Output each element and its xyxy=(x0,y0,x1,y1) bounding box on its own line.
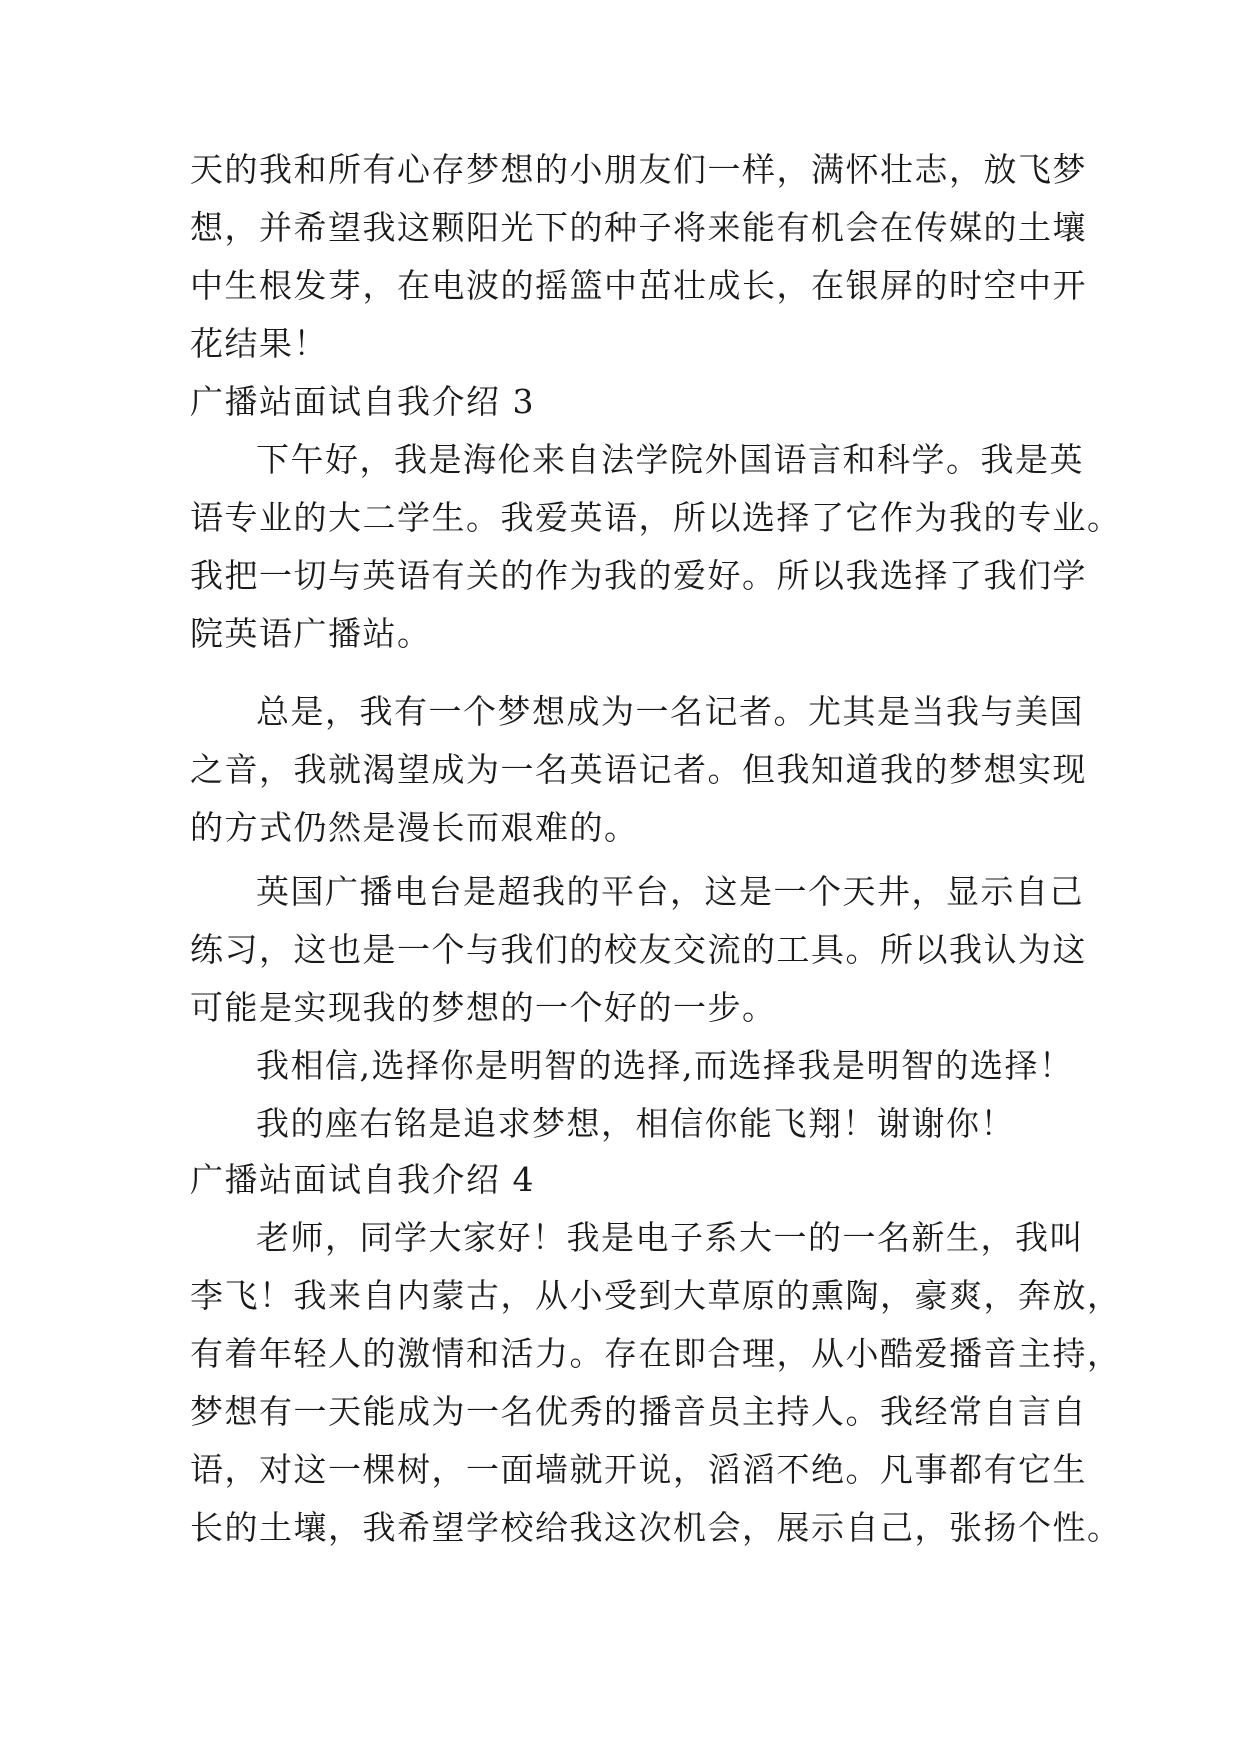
text-line: 花结果！ xyxy=(190,324,328,363)
text-line: 的方式仍然是漫长而艰难的。 xyxy=(190,808,639,847)
text-line: 有着年轻人的激情和活力。存在即合理，从小酷爱播音主持， xyxy=(190,1334,1122,1373)
text-line: 英国广播电台是超我的平台，这是一个天井，显示自己 xyxy=(256,872,1084,911)
text-line: 可能是实现我的梦想的一个好的一步。 xyxy=(190,988,777,1027)
text-line: 中生根发芽，在电波的摇篮中茁壮成长，在银屏的时空中开 xyxy=(190,266,1087,305)
text-line: 之音，我就渴望成为一名英语记者。但我知道我的梦想实现 xyxy=(190,750,1087,789)
text-line: 梦想有一天能成为一名优秀的播音员主持人。我经常自言自 xyxy=(190,1392,1087,1431)
text-line: 李飞！我来自内蒙古，从小受到大草原的熏陶，豪爽，奔放， xyxy=(190,1276,1122,1315)
text-line: 想，并希望我这颗阳光下的种子将来能有机会在传媒的土壤 xyxy=(190,208,1087,247)
text-line: 我的座右铭是追求梦想，相信你能飞翔！谢谢你！ xyxy=(256,1104,1015,1143)
text-line: 院英语广播站。 xyxy=(190,614,432,653)
text-line: 练习，这也是一个与我们的校友交流的工具。所以我认为这 xyxy=(190,930,1087,969)
text-line: 语专业的大二学生。我爱英语，所以选择了它作为我的专业。 xyxy=(190,498,1122,537)
section-heading: 广播站面试自我介绍 3 xyxy=(190,382,535,421)
text-line: 我把一切与英语有关的作为我的爱好。所以我选择了我们学 xyxy=(190,556,1087,595)
text-line: 我相信,选择你是明智的选择,而选择我是明智的选择！ xyxy=(256,1046,1074,1085)
text-line: 长的土壤，我希望学校给我这次机会，展示自己，张扬个性。 xyxy=(190,1508,1122,1547)
text-line: 老师，同学大家好！我是电子系大一的一名新生，我叫 xyxy=(256,1218,1084,1257)
text-line: 总是，我有一个梦想成为一名记者。尤其是当我与美国 xyxy=(256,692,1084,731)
text-line: 天的我和所有心存梦想的小朋友们一样，满怀壮志，放飞梦 xyxy=(190,150,1087,189)
text-line: 下午好，我是海伦来自法学院外国语言和科学。我是英 xyxy=(256,440,1084,479)
section-heading: 广播站面试自我介绍 4 xyxy=(190,1160,535,1199)
text-line: 语，对这一棵树，一面墙就开说，滔滔不绝。凡事都有它生 xyxy=(190,1450,1087,1489)
